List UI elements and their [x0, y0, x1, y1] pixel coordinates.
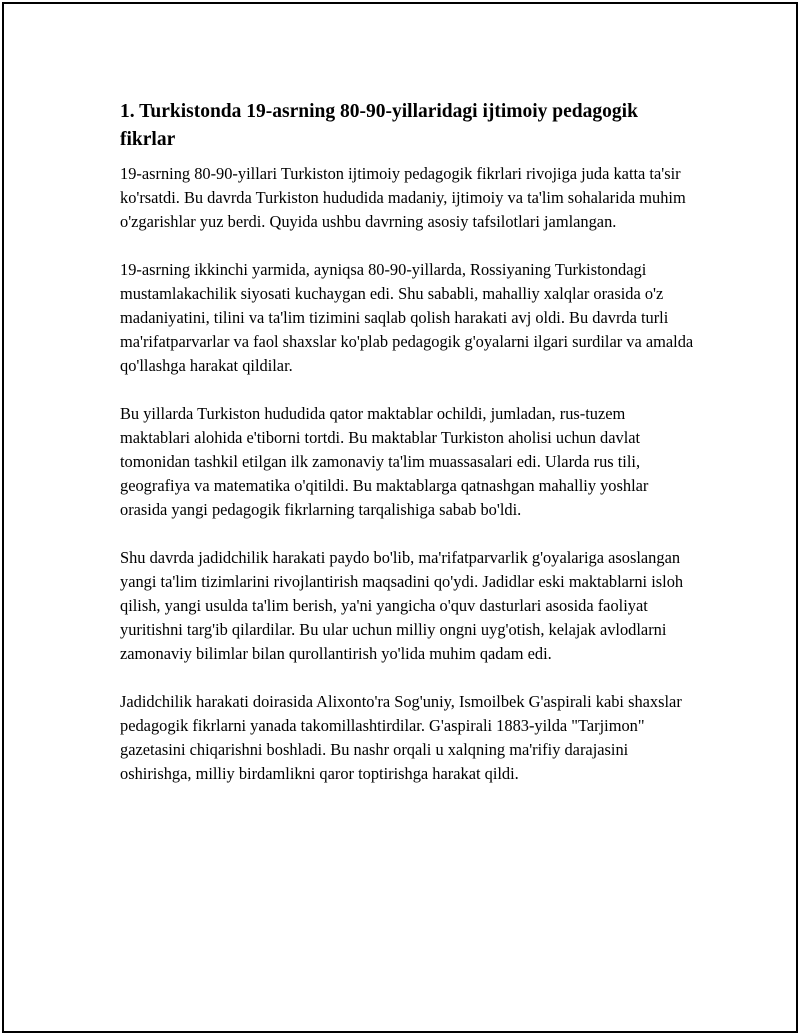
paragraph-jadid-figures: Jadidchilik harakati doirasida Alixonto'ra Sog'uniy, Ismoilbek G'aspirali kabi shaxslar pedagogik fikrlarni yanada takomillashtirdilar. G'aspirali 1883-yilda "Tarjimon" gazetasini chiqarishni boshladi. Bu nashr orqali u xalqning ma'rifiy darajasini oshirishga, milliy birdamlikni qaror toptirishga harakat qildi. — [120, 692, 682, 783]
paragraph-intro: 19-asrning 80-90-yillari Turkiston ijtimoiy pedagogik fikrlari rivojiga juda katta ta'sir ko'rsatdi. Bu davrda Turkiston hududida madaniy, ijtimoiy va ta'lim sohalarida muhim o'zgarishlar yuz berdi. Quyida ushbu davrning asosiy tafsilotlari jamlangan. — [120, 164, 686, 231]
section-heading: 1. Turkistonda 19-asrning 80-90-yillaridagi ijtimoiy pedagogik fikrlar — [120, 101, 638, 150]
paragraph-colonial-policy: 19-asrning ikkinchi yarmida, ayniqsa 80-90-yillarda, Rossiyaning Turkistondagi mustamlakachilik siyosati kuchaygan edi. Shu sababli, mahalliy xalqlar orasida o'z madaniyatini, tilini va ta'lim tizimini saqlab qolish harakati avj oldi. Bu davrda turli ma'rifatparvarlar va faol shaxslar ko'plab pedagogik g'oyalarni ilgari surdilar va amalda qo'llashga harakat qildilar. — [120, 260, 694, 375]
paragraph-russian-native-schools: Bu yillarda Turkiston hududida qator maktablar ochildi, jumladan, rus-tuzem maktablari alohida e'tiborni tortdi. Bu maktablar Turkiston aholisi uchun davlat tomonidan tashkil etilgan ilk zamonaviy ta'lim muassasalari edi. Ularda rus tili, geografiya va matematika o'qitildi. Bu maktablarga qatnashgan mahalliy yoshlar orasida yangi pedagogik fikrlarning tarqalishiga sabab bo'ldi. — [120, 404, 649, 519]
document-body — [120, 98, 694, 810]
paragraph-jadid-movement: Shu davrda jadidchilik harakati paydo bo'lib, ma'rifatparvarlik g'oyalariga asoslangan yangi ta'lim tizimlarini rivojlantirish maqsadini qo'ydi. Jadidlar eski maktablarni isloh qilish, yangi usulda ta'lim berish, ya'ni yangicha o'quv dasturlari asosida faoliyat yuritishni targ'ib qilardilar. Bu ular uchun milliy ongni uyg'otish, kelajak avlodlarni zamonaviy bilimlar bilan qurollantirish yo'lida muhim qadam edi. — [120, 548, 684, 663]
document-page — [2, 2, 798, 1033]
